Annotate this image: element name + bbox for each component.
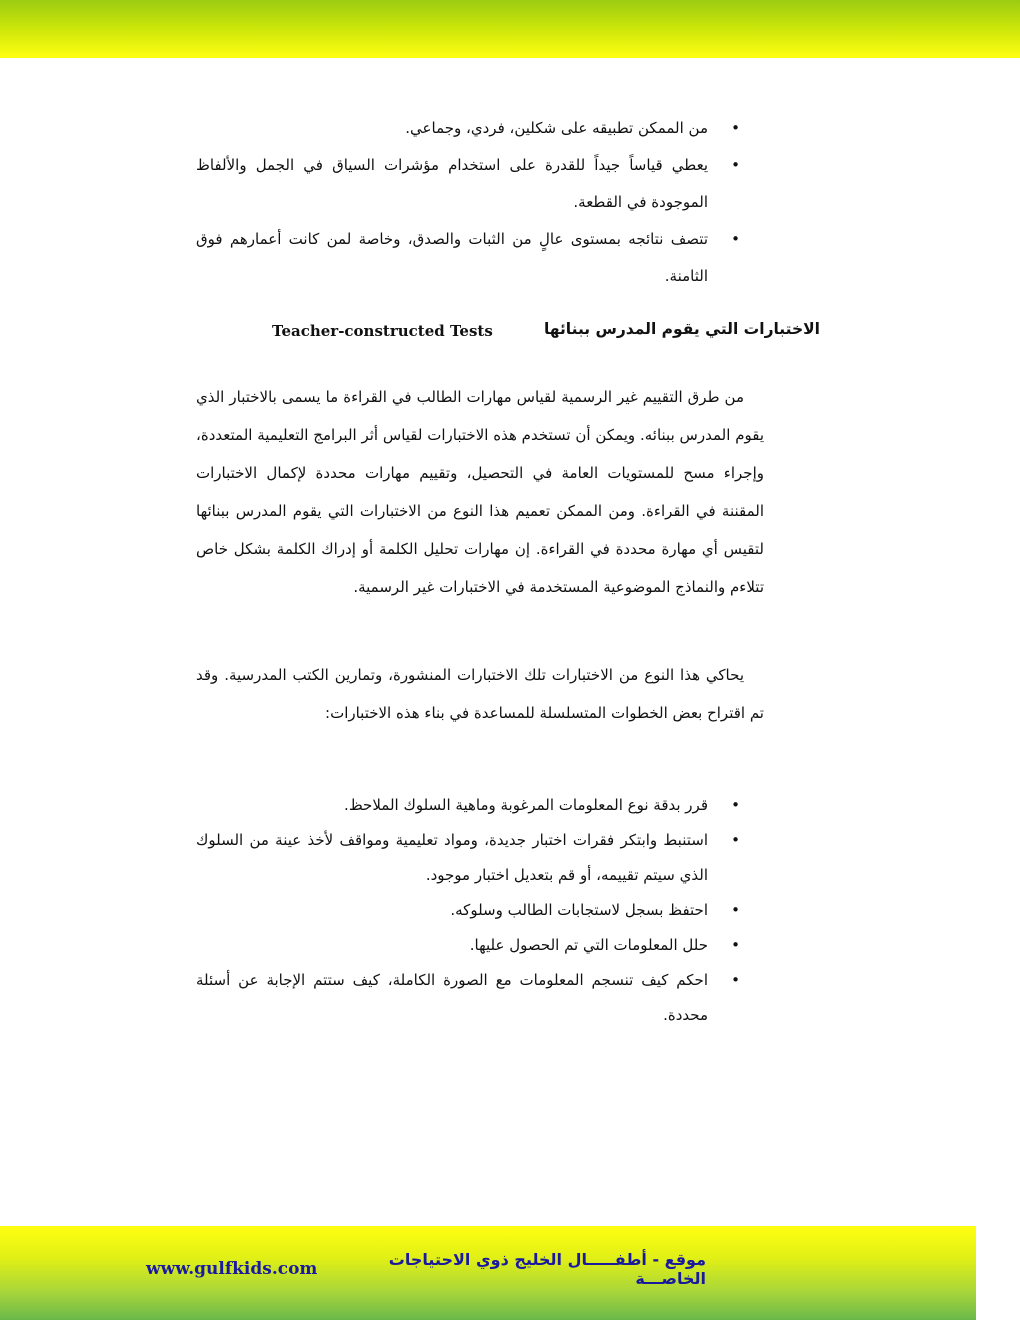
list-item: • يعطي قياساً جيداً للقدرة على استخدام مؤشرات السياق في الجمل والألفاظ الموجودة في القطعة.	[196, 147, 708, 221]
list-item: • احتفظ بسجل لاستجابات الطالب وسلوكه.	[196, 893, 708, 928]
paragraph-1	[196, 378, 764, 606]
list-item: • استنبط وابتكر فقرات اختبار جديدة، ومواد تعليمية ومواقف لأخذ عينة من السلوك الذي سيتم تقييمه، أو قم بتعديل اختبار موجود.	[196, 823, 708, 893]
footer-site-name: موقع - أطفـــــال الخليج ذوي الاحتياجات الخاصـــة	[388, 1250, 706, 1288]
steps-bullet-list	[196, 788, 708, 1033]
list-item: • قرر بدقة نوع المعلومات المرغوبة وماهية السلوك الملاحظ.	[196, 788, 708, 823]
top-bullet-list	[196, 110, 708, 295]
list-item: • تتصف نتائجه بمستوى عالٍ من الثبات والصدق، وخاصة لمن كانت أعمارهم فوق الثامنة.	[196, 221, 708, 295]
footer-url[interactable]: www.gulfkids.com	[146, 1259, 318, 1279]
section-heading-arabic: الاختبارات التي يقوم المدرس ببنائها	[543, 320, 820, 338]
paragraph-2-text: يحاكي هذا النوع من الاختبارات تلك الاختبارات المنشورة، وتمارين الكتب المدرسية. وقد تم اقتراح بعض الخطوات المتسلسلة للمساعدة في بناء هذه الاختبارات:	[196, 666, 764, 722]
footer	[146, 1250, 706, 1288]
list-item: • احكم كيف تنسجم المعلومات مع الصورة الكاملة، كيف ستتم الإجابة عن أسئلة محددة.	[196, 963, 708, 1033]
list-item: • حلل المعلومات التي تم الحصول عليها.	[196, 928, 708, 963]
paragraph-1-text: من طرق التقييم غير الرسمية لقياس مهارات الطالب في القراءة ما يسمى بالاختبار الذي يقوم المدرس ببنائه. ويمكن أن تستخدم هذه الاختبارات لقياس أثر البرامج التعليمية المتعددة، وإجراء مسح للمستويات العامة في التحصيل، وتقييم مهارات محددة لإكمال الاختبارات المقننة في القراءة. ومن الممكن تعميم هذا النوع من الاختبارات التي يقوم المدرس ببنائها لتقيس أي مهارة محددة في القراءة. إن مهارات تحليل الكلمة أو إدراك الكلمة بشكل خاص تتلاءم والنماذج الموضوعية المستخدمة في الاختبارات غير الرسمية.	[196, 388, 764, 596]
section-heading-english: Teacher-constructed Tests	[272, 322, 493, 340]
header-gradient-bar	[0, 0, 1020, 58]
list-item: • من الممكن تطبيقه على شكلين، فردي، وجماعي.	[196, 110, 708, 147]
paragraph-2	[196, 656, 764, 732]
